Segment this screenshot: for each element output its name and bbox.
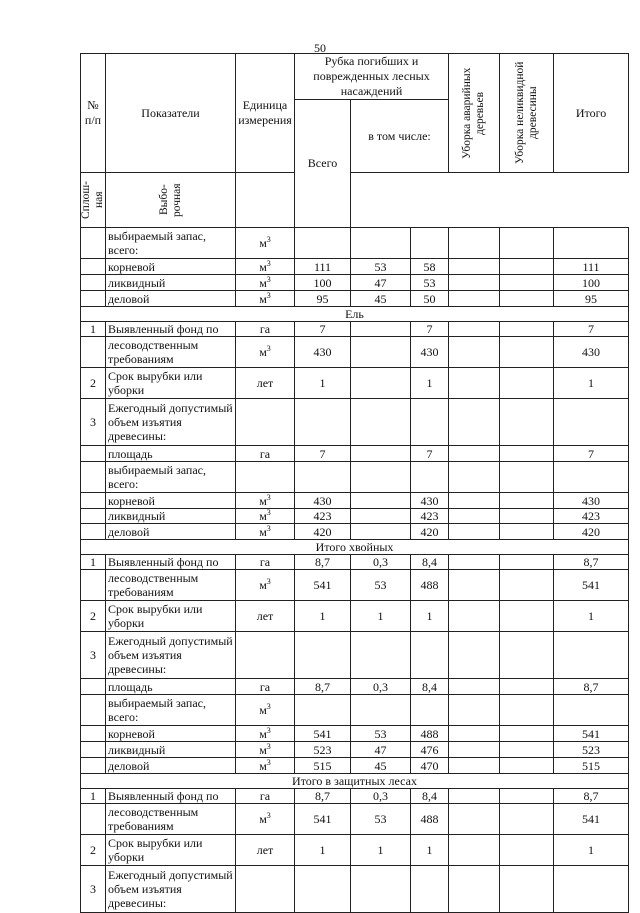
cell-ill — [500, 322, 554, 337]
cell-clear — [351, 399, 411, 446]
cell-clear: 53 — [351, 570, 411, 601]
cell-ill — [500, 555, 554, 570]
cell-all: 1 — [295, 368, 351, 399]
table-row — [81, 679, 629, 695]
cell-ill — [500, 509, 554, 524]
cell-clear — [351, 509, 411, 524]
cell-unit: га — [236, 679, 295, 695]
header-total-all: Всего — [295, 100, 351, 228]
cell-all: 95 — [295, 291, 351, 307]
table-row — [81, 322, 629, 337]
cell-total: 430 — [554, 337, 629, 368]
cell-num: 2 — [81, 835, 106, 866]
cell-sel: 488 — [411, 570, 449, 601]
table-row — [81, 835, 629, 866]
cell-sel: 1 — [411, 835, 449, 866]
cell-clear — [351, 695, 411, 726]
cell-em — [449, 632, 500, 679]
cell-all — [295, 632, 351, 679]
cell-ill — [500, 570, 554, 601]
cell-ind: ликвидный — [106, 275, 236, 291]
cell-ind: Ежегодный допустимый объем изъятия древесины: — [106, 399, 236, 446]
cell-num — [81, 259, 106, 275]
cell-ill — [500, 866, 554, 913]
cell-sel: 488 — [411, 726, 449, 742]
cell-unit: $м^3$ — [236, 524, 295, 540]
cell-ill — [500, 524, 554, 540]
cell-total: 95 — [554, 291, 629, 307]
cell-clear: 0,3 — [351, 555, 411, 570]
cell-ill — [500, 695, 554, 726]
cell-ill — [500, 789, 554, 804]
cell-em — [449, 726, 500, 742]
cell-em — [449, 524, 500, 540]
cell-ill — [500, 275, 554, 291]
cell-clear — [351, 632, 411, 679]
cell-all: 100 — [295, 275, 351, 291]
table-row — [81, 493, 629, 509]
cell-em — [449, 804, 500, 835]
cell-clear: 0,3 — [351, 679, 411, 695]
cell-num — [81, 275, 106, 291]
cell-em — [449, 493, 500, 509]
cell-clear — [351, 228, 411, 259]
cell-all — [295, 695, 351, 726]
cell-num: 2 — [81, 601, 106, 632]
cell-ind: деловой — [106, 524, 236, 540]
section-row — [81, 540, 629, 555]
cell-sel: 58 — [411, 259, 449, 275]
forest-felling-table — [80, 53, 629, 913]
cell-unit: га — [236, 446, 295, 462]
cell-sel: 476 — [411, 742, 449, 758]
cell-ill — [500, 291, 554, 307]
cell-num — [81, 679, 106, 695]
cell-all — [295, 866, 351, 913]
header-felling-group: Рубка погибших и поврежденных лесных насаждений — [295, 54, 449, 100]
cell-unit: га — [236, 322, 295, 337]
cell-sel — [411, 866, 449, 913]
table-row — [81, 789, 629, 804]
cell-total — [554, 462, 629, 493]
table-row — [81, 804, 629, 835]
cell-total: 8,7 — [554, 555, 629, 570]
cell-all — [295, 462, 351, 493]
cell-sel — [411, 695, 449, 726]
cell-em — [449, 446, 500, 462]
cell-ind: Срок вырубки или уборки — [106, 368, 236, 399]
cell-num: 3 — [81, 866, 106, 913]
cell-unit: $м^3$ — [236, 275, 295, 291]
cell-sel: 8,4 — [411, 555, 449, 570]
header-selective: Выбо-рочная — [157, 183, 183, 217]
cell-sel: 488 — [411, 804, 449, 835]
cell-unit: лет — [236, 835, 295, 866]
cell-num: 1 — [81, 789, 106, 804]
cell-unit: $м^3$ — [236, 726, 295, 742]
cell-total — [554, 632, 629, 679]
cell-total: 430 — [554, 493, 629, 509]
section-title: Ель — [81, 307, 629, 322]
cell-ind: лесоводственным требованиям — [106, 570, 236, 601]
cell-num — [81, 758, 106, 774]
cell-total — [554, 866, 629, 913]
cell-num — [81, 695, 106, 726]
cell-unit: га — [236, 789, 295, 804]
cell-num — [81, 291, 106, 307]
cell-ill — [500, 399, 554, 446]
cell-ind: деловой — [106, 758, 236, 774]
table-row — [81, 259, 629, 275]
cell-ind: Срок вырубки или уборки — [106, 835, 236, 866]
cell-all — [295, 228, 351, 259]
cell-num: 3 — [81, 399, 106, 446]
cell-all: 430 — [295, 493, 351, 509]
cell-unit: лет — [236, 601, 295, 632]
table-row — [81, 758, 629, 774]
section-title: Итого в защитных лесах — [81, 774, 629, 789]
cell-all: 541 — [295, 804, 351, 835]
cell-ind: деловой — [106, 291, 236, 307]
cell-clear — [351, 446, 411, 462]
table-row — [81, 368, 629, 399]
cell-clear — [351, 368, 411, 399]
table-row — [81, 695, 629, 726]
table-row — [81, 866, 629, 913]
cell-unit: лет — [236, 368, 295, 399]
cell-em — [449, 337, 500, 368]
cell-sel — [411, 462, 449, 493]
cell-ill — [500, 835, 554, 866]
cell-all: 423 — [295, 509, 351, 524]
cell-ill — [500, 601, 554, 632]
cell-total: 8,7 — [554, 789, 629, 804]
cell-unit: $м^3$ — [236, 758, 295, 774]
cell-total: 541 — [554, 726, 629, 742]
cell-ind: ликвидный — [106, 509, 236, 524]
cell-ill — [500, 742, 554, 758]
table-row — [81, 399, 629, 446]
cell-num — [81, 742, 106, 758]
cell-total: 541 — [554, 570, 629, 601]
cell-all: 515 — [295, 758, 351, 774]
cell-num — [81, 228, 106, 259]
cell-total: 423 — [554, 509, 629, 524]
cell-all — [295, 399, 351, 446]
cell-ind: корневой — [106, 493, 236, 509]
header-illiquid-wood: Уборка неликвидной древесины — [513, 61, 539, 165]
cell-all: 8,7 — [295, 789, 351, 804]
cell-total — [554, 695, 629, 726]
cell-total: 111 — [554, 259, 629, 275]
cell-num — [81, 509, 106, 524]
cell-total: 8,7 — [554, 679, 629, 695]
table-row — [81, 509, 629, 524]
header-emergency-trees-cell — [449, 54, 500, 173]
cell-ind: выбираемый запас, всего: — [106, 462, 236, 493]
cell-ind: ликвидный — [106, 742, 236, 758]
table-row — [81, 446, 629, 462]
page-number: 50 — [314, 41, 326, 55]
cell-sel: 430 — [411, 337, 449, 368]
cell-sel: 430 — [411, 493, 449, 509]
header-indicator: Показатели — [106, 54, 236, 173]
cell-sel: 7 — [411, 322, 449, 337]
header-incl: в том числе: — [351, 100, 449, 173]
cell-num — [81, 804, 106, 835]
cell-unit: $м^3$ — [236, 259, 295, 275]
cell-unit: $м^3$ — [236, 228, 295, 259]
cell-total: 1 — [554, 601, 629, 632]
cell-em — [449, 866, 500, 913]
cell-ind: Ежегодный допустимый объем изъятия древесины: — [106, 632, 236, 679]
cell-clear: 1 — [351, 601, 411, 632]
cell-ill — [500, 228, 554, 259]
cell-sel: 420 — [411, 524, 449, 540]
cell-ind: лесоводственным требованиям — [106, 337, 236, 368]
cell-total: 420 — [554, 524, 629, 540]
cell-sel: 8,4 — [411, 789, 449, 804]
cell-unit: $м^3$ — [236, 493, 295, 509]
cell-ill — [500, 679, 554, 695]
header-num: № п/п — [81, 54, 106, 173]
cell-clear: 47 — [351, 742, 411, 758]
cell-ill — [500, 368, 554, 399]
cell-ill — [500, 758, 554, 774]
cell-unit: $м^3$ — [236, 804, 295, 835]
cell-all: 8,7 — [295, 555, 351, 570]
cell-clear — [351, 524, 411, 540]
cell-total: 541 — [554, 804, 629, 835]
cell-em — [449, 259, 500, 275]
cell-all: 541 — [295, 726, 351, 742]
header-emergency-trees: Уборка аварийных деревьев — [461, 67, 486, 159]
cell-num — [81, 726, 106, 742]
cell-clear — [351, 493, 411, 509]
section-title: Итого хвойных — [81, 540, 629, 555]
cell-em — [449, 570, 500, 601]
table-row — [81, 275, 629, 291]
cell-all: 7 — [295, 322, 351, 337]
cell-clear: 53 — [351, 259, 411, 275]
cell-total: 523 — [554, 742, 629, 758]
header-clear-cut: Сплош-ная — [80, 181, 105, 219]
cell-sel: 53 — [411, 275, 449, 291]
cell-em — [449, 275, 500, 291]
cell-total: 1 — [554, 835, 629, 866]
cell-sel: 423 — [411, 509, 449, 524]
cell-all: 111 — [295, 259, 351, 275]
cell-all: 1 — [295, 601, 351, 632]
cell-clear: 45 — [351, 758, 411, 774]
cell-em — [449, 462, 500, 493]
cell-unit — [236, 866, 295, 913]
cell-total: 7 — [554, 322, 629, 337]
cell-em — [449, 758, 500, 774]
cell-num — [81, 493, 106, 509]
cell-all: 1 — [295, 835, 351, 866]
cell-em — [449, 322, 500, 337]
header-unit: Единица измерения — [236, 54, 295, 173]
cell-unit — [236, 632, 295, 679]
cell-ind: корневой — [106, 259, 236, 275]
cell-sel — [411, 228, 449, 259]
cell-sel: 7 — [411, 446, 449, 462]
cell-num: 1 — [81, 322, 106, 337]
cell-num — [81, 337, 106, 368]
cell-unit: $м^3$ — [236, 509, 295, 524]
cell-ind: корневой — [106, 726, 236, 742]
cell-sel: 470 — [411, 758, 449, 774]
cell-total: 1 — [554, 368, 629, 399]
cell-unit: $м^3$ — [236, 570, 295, 601]
cell-ill — [500, 632, 554, 679]
table-row — [81, 742, 629, 758]
cell-unit: $м^3$ — [236, 291, 295, 307]
cell-all: 523 — [295, 742, 351, 758]
cell-clear — [351, 866, 411, 913]
cell-total: 515 — [554, 758, 629, 774]
cell-total — [554, 228, 629, 259]
cell-em — [449, 399, 500, 446]
cell-em — [449, 695, 500, 726]
section-row — [81, 307, 629, 322]
header-illiquid-wood-cell — [500, 54, 554, 173]
cell-unit: $м^3$ — [236, 742, 295, 758]
cell-em — [449, 509, 500, 524]
cell-em — [449, 601, 500, 632]
cell-clear — [351, 462, 411, 493]
table-row — [81, 337, 629, 368]
cell-em — [449, 555, 500, 570]
table-row — [81, 228, 629, 259]
table-row — [81, 601, 629, 632]
cell-ind: площадь — [106, 679, 236, 695]
cell-clear: 53 — [351, 726, 411, 742]
cell-unit: $м^3$ — [236, 695, 295, 726]
cell-unit: га — [236, 555, 295, 570]
cell-clear: 53 — [351, 804, 411, 835]
cell-sel: 8,4 — [411, 679, 449, 695]
cell-ind: Ежегодный допустимый объем изъятия древесины: — [106, 866, 236, 913]
table-row — [81, 291, 629, 307]
cell-clear: 45 — [351, 291, 411, 307]
cell-unit — [236, 462, 295, 493]
cell-ill — [500, 259, 554, 275]
cell-num — [81, 446, 106, 462]
cell-ind: Выявленный фонд по — [106, 789, 236, 804]
cell-unit: $м^3$ — [236, 337, 295, 368]
header-selective-cell — [106, 173, 236, 228]
cell-em — [449, 228, 500, 259]
cell-sel: 1 — [411, 601, 449, 632]
cell-em — [449, 835, 500, 866]
cell-num — [81, 524, 106, 540]
cell-clear: 47 — [351, 275, 411, 291]
cell-clear — [351, 337, 411, 368]
table-row — [81, 726, 629, 742]
cell-total — [554, 399, 629, 446]
cell-sel — [411, 632, 449, 679]
cell-sel — [411, 399, 449, 446]
table-row — [81, 570, 629, 601]
cell-total: 7 — [554, 446, 629, 462]
cell-num — [81, 570, 106, 601]
cell-em — [449, 742, 500, 758]
cell-ind: площадь — [106, 446, 236, 462]
cell-num — [81, 462, 106, 493]
cell-ind: лесоводственным требованиям — [106, 804, 236, 835]
table-row — [81, 632, 629, 679]
cell-clear: 1 — [351, 835, 411, 866]
cell-sel: 50 — [411, 291, 449, 307]
table-row — [81, 555, 629, 570]
header-total: Итого — [554, 54, 629, 173]
cell-num: 1 — [81, 555, 106, 570]
cell-unit — [236, 399, 295, 446]
table-row — [81, 524, 629, 540]
cell-ill — [500, 446, 554, 462]
cell-num: 3 — [81, 632, 106, 679]
cell-all: 8,7 — [295, 679, 351, 695]
section-row — [81, 774, 629, 789]
cell-em — [449, 291, 500, 307]
cell-ill — [500, 804, 554, 835]
header-clear-cut-cell — [81, 173, 106, 228]
cell-ind: Срок вырубки или уборки — [106, 601, 236, 632]
cell-ill — [500, 493, 554, 509]
cell-ill — [500, 462, 554, 493]
cell-ill — [500, 726, 554, 742]
cell-ind: выбираемый запас, всего: — [106, 695, 236, 726]
cell-ind: выбираемый запас, всего: — [106, 228, 236, 259]
cell-clear: 0,3 — [351, 789, 411, 804]
cell-total: 100 — [554, 275, 629, 291]
cell-ind: Выявленный фонд по — [106, 555, 236, 570]
cell-em — [449, 789, 500, 804]
cell-em — [449, 368, 500, 399]
cell-ind: Выявленный фонд по — [106, 322, 236, 337]
cell-ill — [500, 337, 554, 368]
cell-all: 420 — [295, 524, 351, 540]
cell-all: 7 — [295, 446, 351, 462]
cell-clear — [351, 322, 411, 337]
cell-all: 430 — [295, 337, 351, 368]
table-row — [81, 462, 629, 493]
cell-sel: 1 — [411, 368, 449, 399]
cell-num: 2 — [81, 368, 106, 399]
cell-all: 541 — [295, 570, 351, 601]
cell-em — [449, 679, 500, 695]
